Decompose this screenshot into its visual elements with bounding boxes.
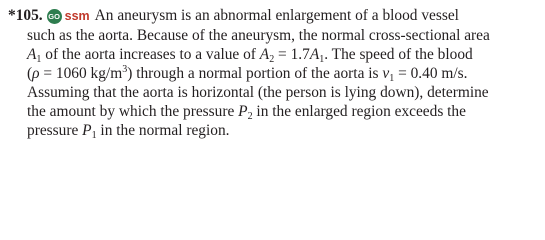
ssm-label[interactable]: ssm	[64, 9, 90, 23]
density-close-paren: )	[127, 65, 133, 82]
area-a2-equation: = 1.7	[274, 46, 310, 63]
density-exponent: 3	[122, 64, 128, 75]
area-a1-symbol: A	[27, 46, 37, 63]
area-a2-symbol: A	[259, 46, 270, 63]
text-line-6b: in the enlarged region exceeds the	[256, 103, 466, 120]
speed-v1-equation: = 0.40 m/s.	[394, 65, 468, 82]
text-line-2: such as the aorta. Because of the aneurysm, the normal cross-sectional area	[27, 27, 490, 44]
text-line-6a: the amount by which the pressure	[27, 103, 235, 120]
pressure-p2-subscript: 2	[247, 111, 253, 122]
problem-line-5	[8, 83, 533, 102]
problem-line-6	[8, 102, 533, 121]
area-a2-subscript: 2	[269, 54, 275, 65]
pressure-p1-subscript: 1	[91, 130, 97, 141]
problem-line-2	[8, 26, 533, 45]
density-equation: = 1060 kg/m	[39, 65, 123, 82]
speed-v1-subscript: 1	[389, 73, 395, 84]
area-a1b-symbol: A	[309, 46, 320, 63]
area-a1b-subscript: 1	[319, 54, 325, 65]
text-line-7b: in the normal region.	[100, 122, 230, 139]
pressure-p1-symbol: P	[82, 122, 92, 139]
problem-number: *105.	[8, 7, 43, 24]
density-open-paren: (	[27, 65, 33, 82]
text-line-7a: pressure	[27, 122, 79, 139]
problem-line-1	[8, 6, 533, 26]
go-badge-icon[interactable]: GO	[47, 9, 62, 24]
problem-line-3	[8, 45, 533, 64]
text-line-4a: through a normal portion of the aorta is	[136, 65, 379, 82]
speed-v1-symbol: v	[382, 65, 390, 82]
problem-line-7	[8, 121, 533, 140]
text-line-5: Assuming that the aorta is horizontal (the person is lying down), determine	[27, 84, 489, 101]
text-line-3a: of the aorta increases to a value of	[45, 46, 256, 63]
density-rho-symbol: ρ	[32, 65, 40, 82]
area-period: .	[324, 46, 329, 63]
area-a1-subscript: 1	[36, 54, 42, 65]
text-line-3b: The speed of the blood	[331, 46, 473, 63]
text-line-1: An aneurysm is an abnormal enlargement of a blood vessel	[94, 7, 459, 24]
problem-line-4	[8, 64, 533, 83]
pressure-p2-symbol: P	[238, 103, 248, 120]
